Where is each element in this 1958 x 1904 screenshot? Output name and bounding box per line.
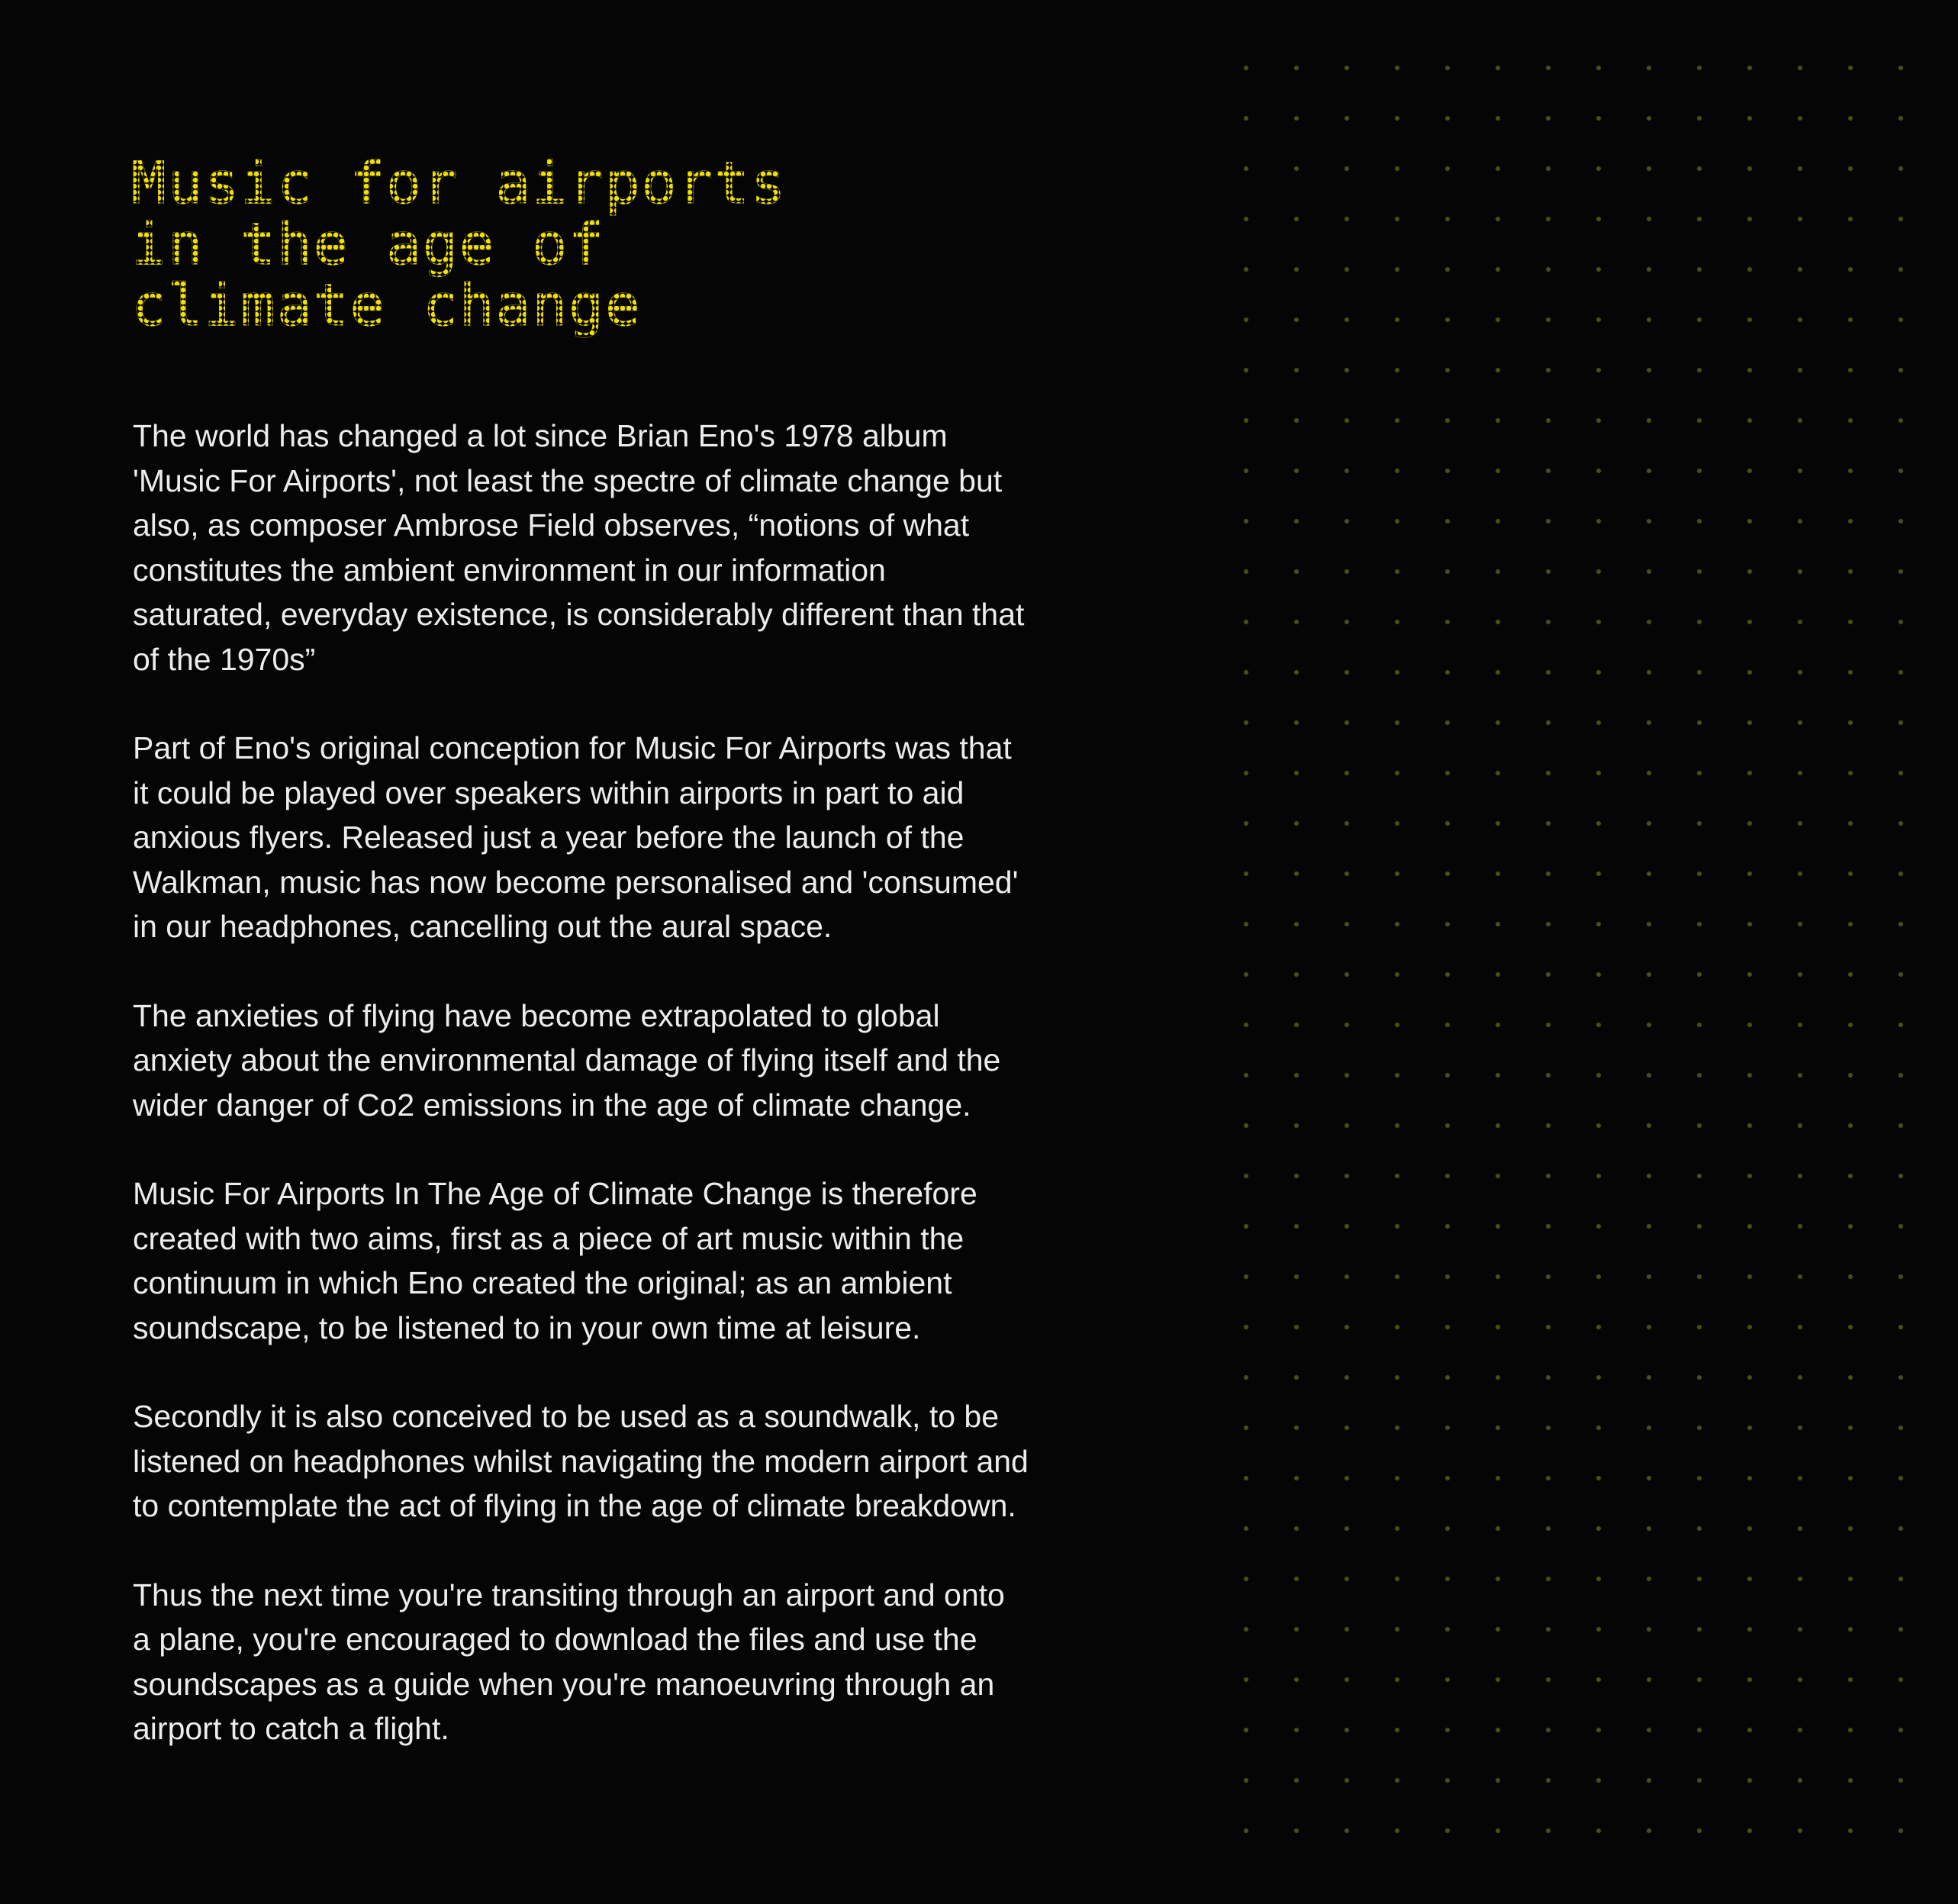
paragraph-intro: The world has changed a lot since Brian Eno's 1978 album 'Music For Airports', not least the spectre of climate change but also, as composer Ambrose Field observes, “notions of what constitutes the ambient environment in our information saturated, everyday existence, is considerably different than that of the 1970s” bbox=[133, 418, 1025, 677]
dot-grid-pattern bbox=[1221, 43, 1908, 1859]
paragraph-original-conception: Part of Eno's original conception for Music For Airports was that it could be played over speakers within airports in part to aid anxious flyers. Released just a year before the launch of the Walkman, music has now become personalised and 'consumed' in our headphones, cancelling out the aural space. bbox=[133, 730, 1019, 944]
title-line-2: in the age of bbox=[131, 210, 605, 278]
paragraph-next-time: Thus the next time you're transiting through an airport and onto a plane, you're encouraged to download the files and use the soundscapes as a guide when you're manoeuvring through an airport to catch a flight. bbox=[133, 1577, 1005, 1746]
title-line-3: climate change bbox=[131, 271, 642, 339]
paragraph-anxieties: The anxieties of flying have become extrapolated to global anxiety about the environmental damage of flying itself and the wider danger of Co2 emissions in the age of climate change. bbox=[133, 997, 1001, 1123]
body-text bbox=[133, 414, 1071, 1796]
paragraph-two-aims: Music For Airports In The Age of Climate Change is therefore created with two aims, first as a piece of art music within the continuum in which Eno created the original; as an ambient soundscape, to be listened to in your own time at leisure. bbox=[133, 1176, 977, 1345]
page-title bbox=[131, 149, 787, 339]
title-line-1: Music for airports bbox=[131, 149, 787, 217]
paragraph-soundwalk: Secondly it is also conceived to be used as a soundwalk, to be listened on headphones whilst navigating the modern airport and to contemplate the act of flying in the age of climate breakdown. bbox=[133, 1399, 1029, 1523]
